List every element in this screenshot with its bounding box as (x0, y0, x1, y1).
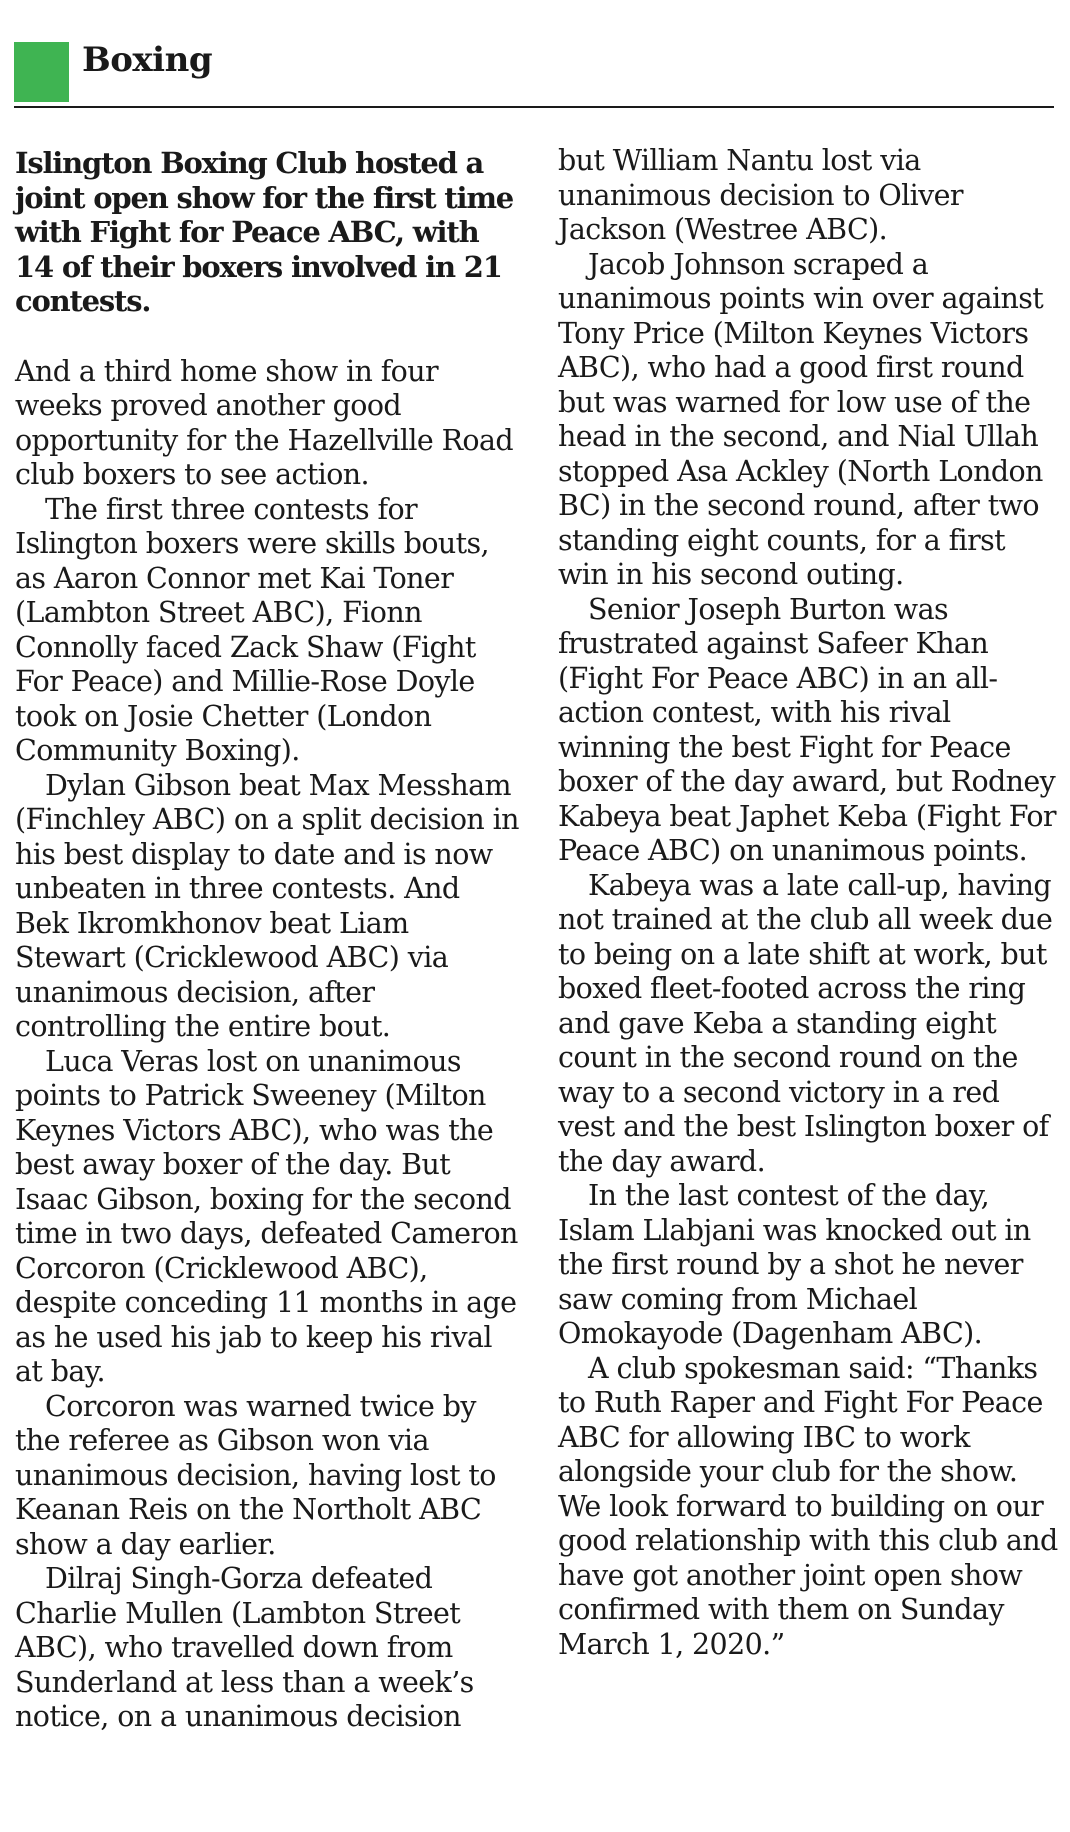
article-paragraph-quote: A club spokesman said: “Thanks to Ruth Raper and Fight For Peace ABC for allowing IBC to work alongside your club for the show. We look forward to building on our good relationship with this club and have got another joint open show confirmed with them on Sunday March 1, 2020.” (558, 1351, 1058, 1661)
article-paragraph: Dilraj Singh-Gorza defeated Charlie Mullen (Lambton Street ABC), who travelled down from Sunderland at less than a week’s notice, on a unanimous decision (15, 1562, 474, 1733)
article-paragraph: Jacob Johnson scraped a unanimous points win over against Tony Price (Milton Keynes Victors ABC), who had a good first round but was warned for low use of the head in the second, and Nial Ullah stopped Asa Ackley (North London BC) in the second round, after two standing eight counts, for a first win in his second outing. (558, 247, 1044, 591)
article-paragraph: And a third home show in four weeks proved another good opportunity for the Hazellville Road club boxers to see action. (15, 354, 514, 491)
section-color-block (14, 42, 69, 102)
article-paragraph-continued: but William Nantu lost via unanimous decision to Oliver Jackson (Westree ABC). (558, 144, 963, 246)
section-title: Boxing (82, 40, 213, 80)
article-paragraph: Kabeya was a late call-up, having not trained at the club all week due to being on a late shift at work, but boxed fleet-footed across the ring and gave Keba a standing eight count in the second round on the way to a second victory in a red vest and the best Islington boxer of the day award. (558, 868, 1053, 1178)
article-paragraph: The first three contests for Islington boxers were skills bouts, as Aaron Connor met Kai Toner (Lambton Street ABC), Fionn Connolly faced Zack Shaw (Fight For Peace) and Millie-Rose Doyle took on Josie Chetter (London Community Boxing). (15, 492, 490, 767)
section-header (14, 42, 1054, 108)
article-column-right (558, 144, 1063, 1662)
article-paragraph: In the last contest of the day, Islam Llabjani was knocked out in the first round by a shot he never saw coming from Michael Omokayode (Dagenham ABC). (558, 1179, 1031, 1350)
article-standfirst: Islington Boxing Club hosted a joint open show for the first time with Fight for Peace ABC, with 14 of their boxers involved in 21 contests. (15, 146, 514, 318)
article-paragraph: Senior Joseph Burton was frustrated against Safeer Khan (Fight For Peace ABC) in an all-action contest, with his rival winning the best Fight for Peace boxer of the day award, but Rodney Kabeya beat Japhet Keba (Fight For Peace ABC) on unanimous points. (558, 592, 1056, 867)
article-paragraph: Luca Veras lost on unanimous points to Patrick Sweeney (Milton Keynes Victors ABC), who was the best away boxer of the day. But Isaac Gibson, boxing for the second time in two days, defeated Cameron Corcoron (Cricklewood ABC), despite conceding 11 months in age as he used his jab to keep his rival at bay. (15, 1044, 518, 1388)
article-paragraph: Dylan Gibson beat Max Messham (Finchley ABC) on a split decision in his best display to date and is now unbeaten in three contests. And Bek Ikromkhonov beat Liam Stewart (Cricklewood ABC) via unanimous decision, after controlling the entire bout. (15, 768, 519, 1043)
article-paragraph: Corcoron was warned twice by the referee as Gibson won via unanimous decision, having lost to Keanan Reis on the Northolt ABC show a day earlier. (15, 1389, 496, 1561)
article-column-left (15, 146, 520, 1735)
